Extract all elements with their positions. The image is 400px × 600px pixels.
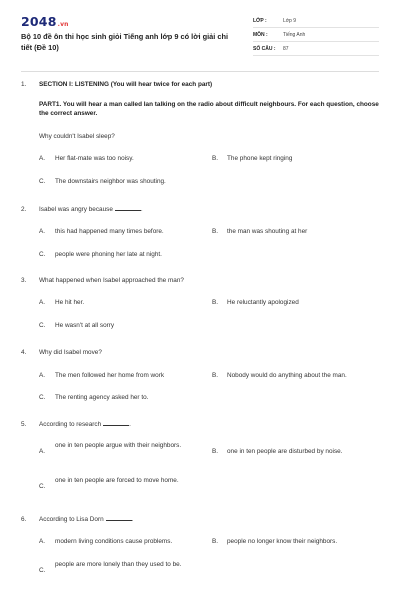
meta-key: MÔN :: [253, 32, 268, 38]
option-label-c: C.: [39, 567, 46, 574]
option-b[interactable]: Nobody would do anything about the man.: [227, 372, 347, 379]
meta-question-count: [253, 42, 379, 56]
option-a[interactable]: this had happened many times before.: [55, 228, 164, 235]
logo-suffix: .vn: [57, 21, 69, 28]
part-instructions: PART1. You will hear a man called Ian talking on the radio about difficult neighbours. For each question, choose the correct answer.: [39, 101, 379, 117]
question-stem: Isabel was angry because .: [39, 206, 143, 213]
question-number: 5.: [21, 421, 27, 428]
option-b[interactable]: people no longer know their neighbors.: [227, 538, 338, 545]
option-label-b: B.: [212, 228, 219, 235]
question-stem: Why couldn't Isabel sleep?: [39, 133, 115, 140]
option-label-b: B.: [212, 538, 219, 545]
header-divider: [21, 71, 379, 72]
option-label-c: C.: [39, 251, 46, 258]
option-label-b: B.: [212, 448, 219, 455]
question-stem-text: According to research: [39, 421, 102, 428]
question-number: 4.: [21, 349, 27, 356]
question-stem: According to research .: [39, 421, 131, 428]
answer-blank: [115, 205, 141, 211]
logo-text: 2048: [21, 14, 57, 29]
option-label-b: B.: [212, 299, 219, 306]
question-stem: What happened when Isabel approached the man?: [39, 277, 184, 284]
option-label-c: C.: [39, 178, 46, 185]
meta-key: SỐ CÂU :: [253, 46, 276, 52]
option-label-c: C.: [39, 394, 46, 401]
option-a[interactable]: one in ten people argue with their neighbors.: [55, 442, 182, 449]
option-label-c: C.: [39, 483, 46, 490]
option-b[interactable]: He reluctantly apologized: [227, 299, 299, 306]
question-stem: According to Lisa Dorn .: [39, 516, 134, 523]
option-c[interactable]: one in ten people are forced to move home.: [55, 477, 179, 484]
answer-blank: [106, 515, 132, 521]
option-b[interactable]: one in ten people are disturbed by noise.: [227, 448, 343, 455]
question-number: 6.: [21, 516, 27, 523]
option-label-a: A.: [39, 538, 46, 545]
question-stem-text: According to Lisa Dorn: [39, 516, 104, 523]
section-heading: SECTION I: LISTENING (You will hear twice for each part): [39, 81, 213, 88]
option-label-a: A.: [39, 155, 46, 162]
option-a[interactable]: modern living conditions cause problems.: [55, 538, 173, 545]
question-number: 1.: [21, 81, 27, 88]
option-label-a: A.: [39, 448, 46, 455]
option-b[interactable]: The phone kept ringing: [227, 155, 293, 162]
question-number: 3.: [21, 277, 27, 284]
answer-blank: [103, 420, 129, 426]
option-b[interactable]: the man was shouting at her: [227, 228, 308, 235]
option-a[interactable]: The men followed her home from work: [55, 372, 165, 379]
option-label-a: A.: [39, 299, 46, 306]
option-a[interactable]: Her flat-mate was too noisy.: [55, 155, 134, 162]
question-stem-text: Isabel was angry because: [39, 206, 113, 213]
option-label-b: B.: [212, 372, 219, 379]
option-label-b: B.: [212, 155, 219, 162]
meta-key: LỚP :: [253, 18, 267, 24]
option-c[interactable]: people are more lonely than they used to be.: [55, 561, 182, 568]
meta-subject: [253, 28, 379, 42]
meta-value: Lớp 9: [283, 18, 297, 24]
option-label-a: A.: [39, 372, 46, 379]
option-c[interactable]: The renting agency asked her to.: [55, 394, 149, 401]
logo[interactable]: [21, 14, 69, 29]
meta-value: Tiếng Anh: [283, 32, 306, 38]
question-number: 2.: [21, 206, 27, 213]
option-label-a: A.: [39, 228, 46, 235]
meta-class: [253, 14, 379, 28]
page-header: [0, 0, 400, 64]
option-label-c: C.: [39, 322, 46, 329]
option-c[interactable]: He wasn't at all sorry: [55, 322, 115, 329]
meta-value: 87: [283, 46, 289, 52]
question-stem: Why did Isabel move?: [39, 349, 102, 356]
option-c[interactable]: The downstairs neighbor was shouting.: [55, 178, 166, 185]
document-title: Bộ 10 đề ôn thi học sinh giỏi Tiếng anh lớp 9 có lời giải chi tiết (Đề 10): [21, 32, 229, 52]
option-c[interactable]: people were phoning her late at night.: [55, 251, 162, 258]
option-a[interactable]: He hit her.: [55, 299, 85, 306]
